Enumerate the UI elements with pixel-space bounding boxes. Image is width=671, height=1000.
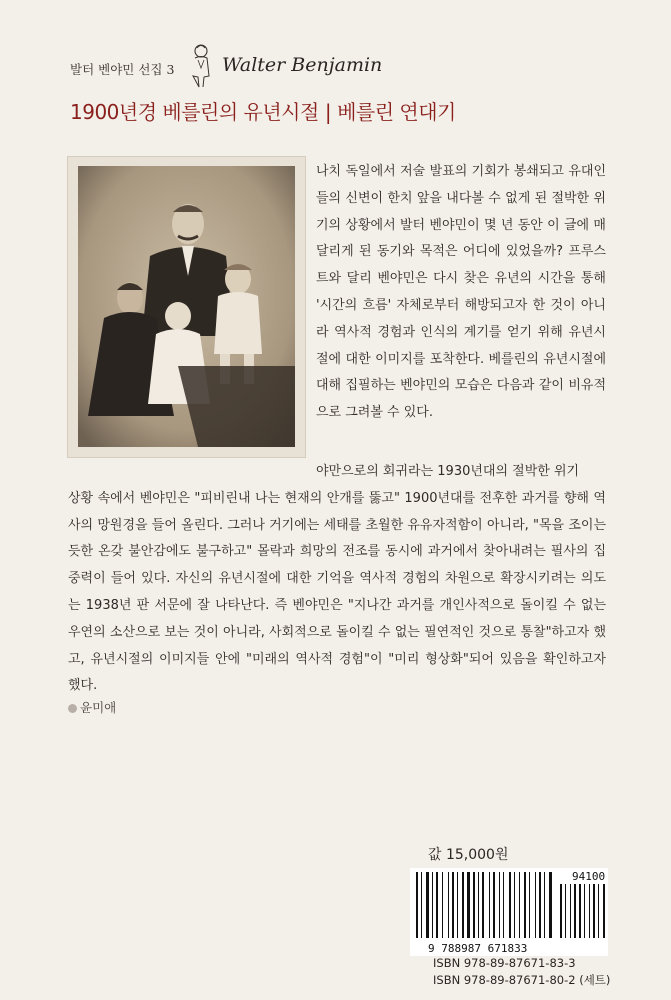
barcode-addon: 94100 — [572, 870, 606, 883]
bullet-dot-icon — [68, 704, 77, 713]
author-portrait-sketch — [186, 42, 216, 88]
series-label: 발터 벤야민 선집 3 — [70, 62, 175, 77]
title-separator: | — [324, 100, 332, 124]
title-secondary: 베를린 연대기 — [337, 100, 456, 124]
book-title — [70, 96, 456, 125]
paragraph-rest: 상황 속에서 벤야민은 "피비린내 나는 현재의 안개를 뚫고" 1900년대를 전후한 과거를 향해 역사의 망원경을 들어 올린다. 그러나 거기에는 세태를 초월한 유유자적함이 아니라, "목을 조이는 듯한 온갖 불안감에도 불구하고" 몰락과 희망의 전조를 동시에 과거에서 찾아내려는 필사의 집중력이 들어 있다. 자신의 유년시절에 대한 기억을 역사적 경험의 차원으로 확장시키려는 의도는 1938년 판 서문에 잘 나타난다. 즉 벤야민은 "지나간 과거를 개인사적으로 돌이킬 수 없는 우연의 소산으로 보는 것이 아니라, 사회적으로 돌이킬 수 없는 필연적인 것으로 통찰"하고자 했고, 유년시절의 이미지들 안에 "미래의 역사적 경험"이 "미리 형상화"되어 있음을 확인하고자 했다. — [68, 490, 606, 694]
author-name-logo: Walter Benjamin — [222, 54, 383, 76]
family-photo-frame — [67, 156, 306, 458]
price-label: 값 15,000원 — [428, 847, 509, 863]
isbn-barcode — [410, 868, 608, 956]
byline — [68, 698, 116, 716]
isbn-line-2: ISBN 978-89-87671-80-2 (세트) — [433, 973, 611, 987]
family-photo — [78, 166, 295, 447]
barcode-number: 9 788987 671833 — [428, 942, 528, 955]
title-main: 1900년경 베를린의 유년시절 — [70, 100, 319, 124]
paragraph-first-line: 야만으로의 회귀라는 1930년대의 절박한 위기 — [316, 464, 580, 479]
byline-name: 윤미애 — [80, 700, 117, 715]
body-paragraph-full — [68, 459, 606, 700]
body-paragraph-right: 나치 독일에서 저술 발표의 기회가 봉쇄되고 유대인들의 신변이 한치 앞을 내다볼 수 없게 된 절박한 위기의 상황에서 발터 벤야민이 몇 년 동안 이 글에 매달리게 된 동기와 목적은 어디에 있었을까? 프루스트와 달리 벤야민은 다시 찾은 유년의 시간을 통해 '시간의 흐름' 자체로부터 해방되고자 한 것이 아니라 역사적 경험과 인식의 계기를 얻기 위해 유년시절에 대한 이미지를 포착한다. 베를린의 유년시절에 대해 집필하는 벤야민의 모습은 다음과 같이 비유적으로 그려볼 수 있다. — [316, 164, 606, 421]
isbn-line-1: ISBN 978-89-87671-83-3 — [433, 956, 576, 970]
